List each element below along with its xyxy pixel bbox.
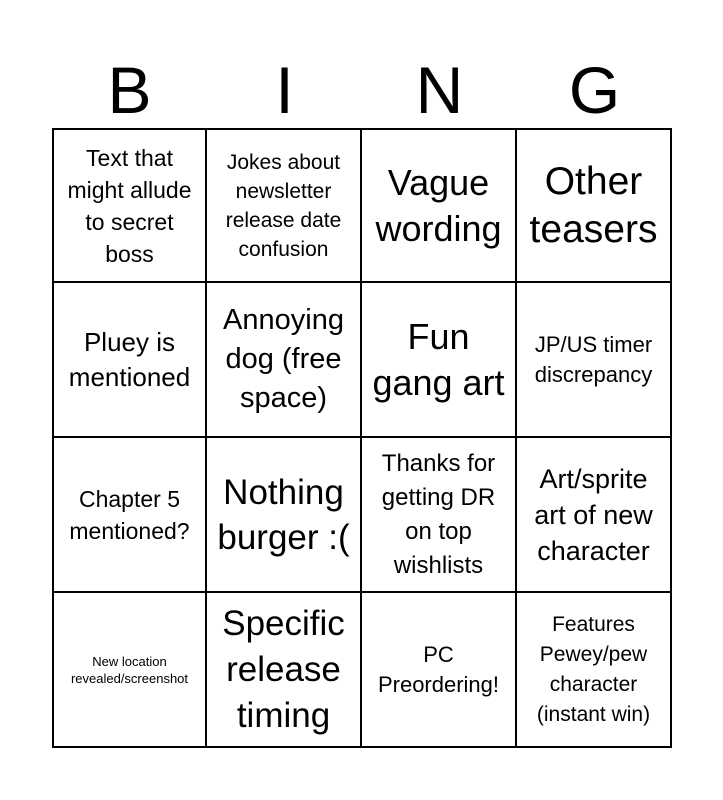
bingo-cell[interactable] — [517, 283, 672, 438]
cell-text: Specific release timing — [222, 603, 345, 735]
cell-text: Annoying dog (free space) — [223, 304, 344, 414]
bingo-cell[interactable] — [362, 593, 517, 748]
bingo-cell[interactable] — [362, 438, 517, 593]
bingo-cell[interactable] — [207, 128, 362, 283]
cell-text: JP/US timer discrepancy — [534, 331, 653, 387]
bingo-cell[interactable] — [517, 438, 672, 593]
cell-text: Nothing burger :( — [217, 472, 350, 557]
cell-text: Chapter 5 mentioned? — [69, 485, 190, 544]
header-letter-g: G — [568, 53, 621, 127]
cell-text: Pluey is mentioned — [68, 326, 191, 392]
bingo-header — [52, 52, 672, 128]
cell-text: Text that might allude to secret boss — [67, 144, 192, 267]
cell-text: Jokes about newsletter release date confusion — [225, 150, 342, 261]
bingo-grid — [52, 128, 672, 748]
cell-text: New location revealed/screenshot — [70, 653, 189, 686]
header-letter-n: N — [415, 53, 464, 127]
bingo-cell[interactable] — [52, 438, 207, 593]
cell-text: PC Preordering! — [377, 641, 500, 697]
bingo-cell[interactable] — [362, 128, 517, 283]
bingo-cell[interactable] — [207, 593, 362, 748]
cell-text: Fun gang art — [372, 315, 505, 403]
header-letter-b: B — [107, 53, 152, 127]
bingo-cell[interactable] — [52, 128, 207, 283]
cell-text: Art/sprite art of new character — [534, 463, 653, 566]
bingo-cell[interactable] — [362, 283, 517, 438]
header-letter-i: I — [275, 53, 294, 127]
bingo-cell[interactable] — [517, 593, 672, 748]
cell-text: Other teasers — [529, 159, 658, 251]
bingo-cell[interactable] — [517, 128, 672, 283]
cell-text: Vague wording — [375, 161, 502, 249]
bingo-cell[interactable] — [52, 593, 207, 748]
bingo-cell[interactable] — [52, 283, 207, 438]
bingo-cell[interactable] — [207, 438, 362, 593]
bingo-cell[interactable] — [207, 283, 362, 438]
cell-text: Features Pewey/pew character (instant win) — [536, 612, 651, 726]
cell-text: Thanks for getting DR on top wishlists — [381, 449, 496, 579]
